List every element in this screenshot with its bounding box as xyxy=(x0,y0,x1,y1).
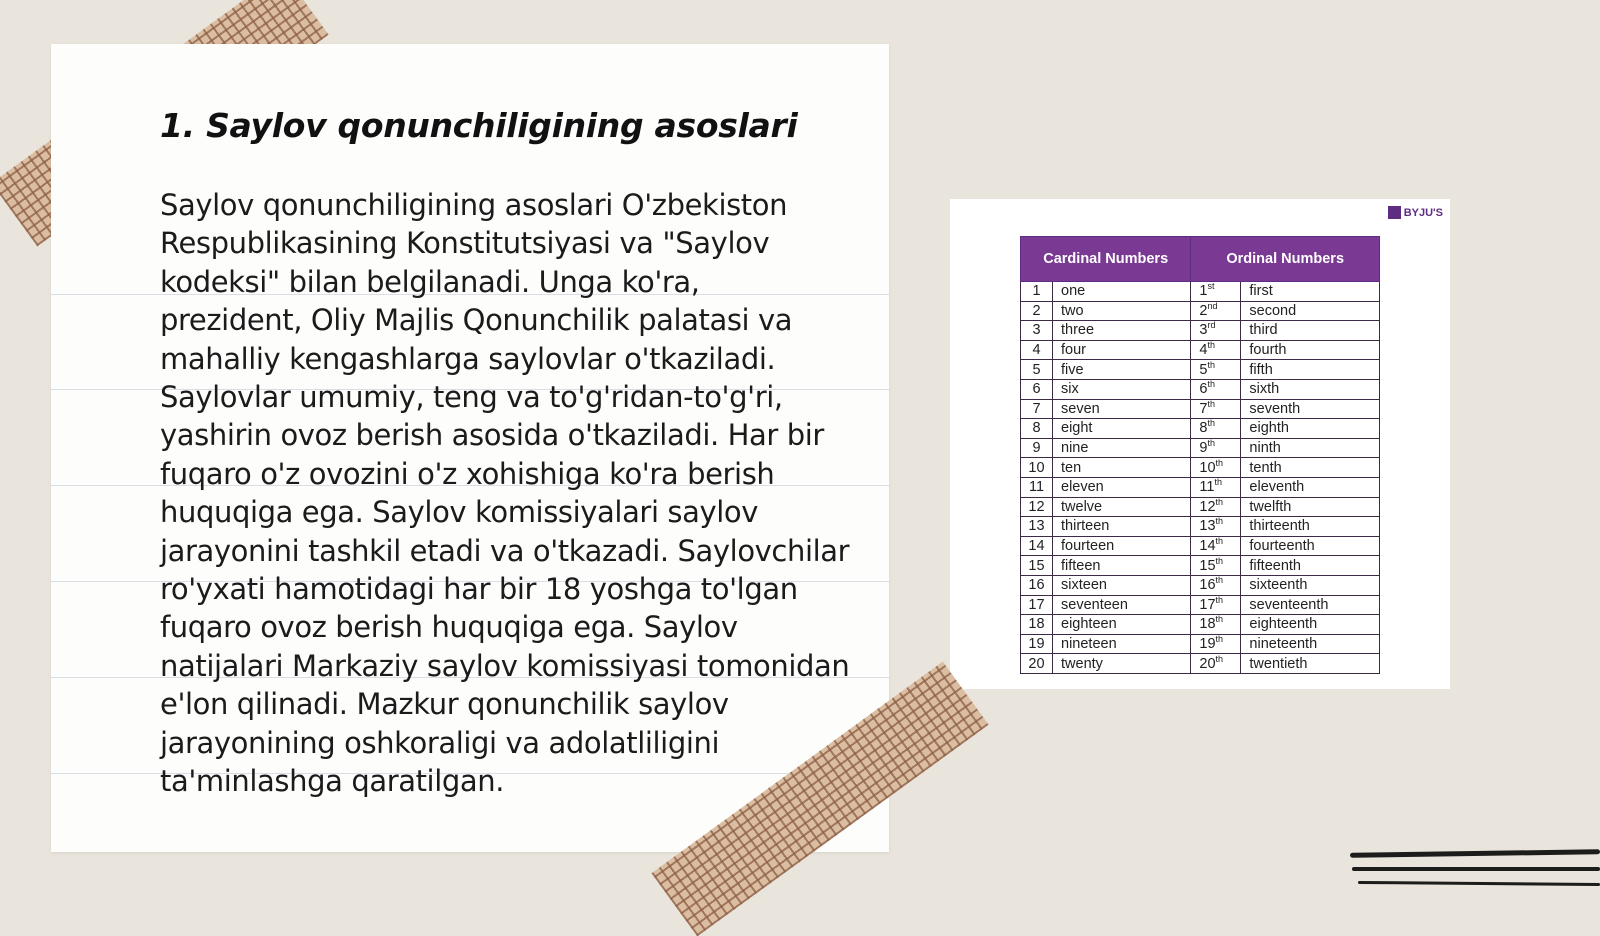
table-row xyxy=(1021,301,1380,321)
table-row xyxy=(1021,360,1380,380)
ordinal-abbrev: 19th xyxy=(1191,634,1241,654)
cardinal-word: three xyxy=(1053,321,1191,341)
table-row xyxy=(1021,438,1380,458)
brush-stroke xyxy=(1358,881,1600,886)
ordinal-word: second xyxy=(1241,301,1380,321)
ordinal-word: fifth xyxy=(1241,360,1380,380)
ordinal-abbrev: 12th xyxy=(1191,497,1241,517)
cardinal-word: fourteen xyxy=(1053,536,1191,556)
table-row xyxy=(1021,517,1380,537)
row-number: 19 xyxy=(1021,634,1053,654)
cardinal-word: seventeen xyxy=(1053,595,1191,615)
ordinal-word: third xyxy=(1241,321,1380,341)
ordinal-abbrev: 6th xyxy=(1191,379,1241,399)
table-row xyxy=(1021,556,1380,576)
cardinal-word: six xyxy=(1053,379,1191,399)
table-row xyxy=(1021,419,1380,439)
table-header-row xyxy=(1021,237,1380,282)
ordinal-word: sixth xyxy=(1241,379,1380,399)
table-row xyxy=(1021,615,1380,635)
row-number: 15 xyxy=(1021,556,1053,576)
table-row xyxy=(1021,399,1380,419)
row-number: 9 xyxy=(1021,438,1053,458)
row-number: 11 xyxy=(1021,477,1053,497)
cardinal-word: eleven xyxy=(1053,477,1191,497)
ordinal-word: tenth xyxy=(1241,458,1380,478)
cardinal-word: nineteen xyxy=(1053,634,1191,654)
ordinal-abbrev: 15th xyxy=(1191,556,1241,576)
ordinal-word: eighth xyxy=(1241,419,1380,439)
ordinal-abbrev: 14th xyxy=(1191,536,1241,556)
ordinal-word: twelfth xyxy=(1241,497,1380,517)
ordinal-abbrev: 11th xyxy=(1191,477,1241,497)
cardinal-word: five xyxy=(1053,360,1191,380)
cardinal-word: sixteen xyxy=(1053,575,1191,595)
ordinal-word: fourth xyxy=(1241,340,1380,360)
cardinal-word: one xyxy=(1053,282,1191,302)
row-number: 4 xyxy=(1021,340,1053,360)
row-number: 8 xyxy=(1021,419,1053,439)
table-row xyxy=(1021,497,1380,517)
row-number: 14 xyxy=(1021,536,1053,556)
row-number: 20 xyxy=(1021,654,1053,674)
ordinal-word: ninth xyxy=(1241,438,1380,458)
cardinal-word: seven xyxy=(1053,399,1191,419)
ordinal-word: fourteenth xyxy=(1241,536,1380,556)
ordinal-abbrev: 2nd xyxy=(1191,301,1241,321)
ordinal-abbrev: 10th xyxy=(1191,458,1241,478)
cardinal-word: four xyxy=(1053,340,1191,360)
ordinal-word: seventh xyxy=(1241,399,1380,419)
header-ordinal: Ordinal Numbers xyxy=(1191,237,1380,282)
ordinal-abbrev: 4th xyxy=(1191,340,1241,360)
ordinal-abbrev: 18th xyxy=(1191,615,1241,635)
row-number: 6 xyxy=(1021,379,1053,399)
ordinal-abbrev: 8th xyxy=(1191,419,1241,439)
cardinal-word: ten xyxy=(1053,458,1191,478)
cardinal-word: nine xyxy=(1053,438,1191,458)
row-number: 3 xyxy=(1021,321,1053,341)
slide-paragraph: Saylov qonunchiligining asoslari O'zbekiston Respublikasining Konstitutsiyasi va "Saylov kodeksi" bilan belgilanadi. Unga ko'ra, prezident, Oliy Majlis Qonunchilik palatasi va mahalliy kengashlarga saylovlar o'tkaziladi. Saylovlar umumiy, teng va to'g'ridan-to'g'ri, yashirin ovoz berish asosida o'tkaziladi. Har bir fuqaro o'z ovozini o'z xohishiga ko'ra berish huquqiga ega. Saylov komissiyalari saylov jarayonini tashkil etadi va o'tkazadi. Saylovchilar ro'yxati hamotidagi har bir 18 yoshga to'lgan fuqaro ovoz berish huquqiga ega. Saylov natijalari Markaziy saylov komissiyasi tomonidan e'lon qilinadi. Mazkur qonunchilik saylov jarayonining oshkoraligi va adolatliligini ta'minlashga qaratilgan. xyxy=(160,188,850,799)
ordinal-word: first xyxy=(1241,282,1380,302)
ordinal-word: eleventh xyxy=(1241,477,1380,497)
table-row xyxy=(1021,477,1380,497)
ordinal-word: seventeenth xyxy=(1241,595,1380,615)
table-row xyxy=(1021,379,1380,399)
ordinal-abbrev: 16th xyxy=(1191,575,1241,595)
cardinal-word: thirteen xyxy=(1053,517,1191,537)
table-row xyxy=(1021,634,1380,654)
byjus-logo xyxy=(1388,206,1443,219)
table-image-card xyxy=(950,199,1450,689)
row-number: 13 xyxy=(1021,517,1053,537)
cardinal-word: twelve xyxy=(1053,497,1191,517)
byjus-logo-icon xyxy=(1388,206,1401,219)
row-number: 18 xyxy=(1021,615,1053,635)
brush-stroke xyxy=(1350,849,1600,857)
cardinal-word: eighteen xyxy=(1053,615,1191,635)
table-body xyxy=(1021,282,1380,674)
ordinal-abbrev: 13th xyxy=(1191,517,1241,537)
row-number: 12 xyxy=(1021,497,1053,517)
ordinal-word: thirteenth xyxy=(1241,517,1380,537)
ordinal-abbrev: 20th xyxy=(1191,654,1241,674)
table-row xyxy=(1021,536,1380,556)
table-row xyxy=(1021,654,1380,674)
logo-text: BYJU'S xyxy=(1403,206,1443,219)
ordinal-abbrev: 5th xyxy=(1191,360,1241,380)
row-number: 17 xyxy=(1021,595,1053,615)
ordinal-word: sixteenth xyxy=(1241,575,1380,595)
row-number: 2 xyxy=(1021,301,1053,321)
row-number: 16 xyxy=(1021,575,1053,595)
cardinal-word: twenty xyxy=(1053,654,1191,674)
row-number: 10 xyxy=(1021,458,1053,478)
row-number: 1 xyxy=(1021,282,1053,302)
table-row xyxy=(1021,458,1380,478)
cardinal-word: two xyxy=(1053,301,1191,321)
brush-stroke xyxy=(1352,867,1600,871)
table-row xyxy=(1021,595,1380,615)
table-row xyxy=(1021,282,1380,302)
ordinal-word: nineteenth xyxy=(1241,634,1380,654)
header-cardinal: Cardinal Numbers xyxy=(1021,237,1191,282)
paper-note xyxy=(51,44,889,852)
ordinal-word: eighteenth xyxy=(1241,615,1380,635)
ordinal-abbrev: 17th xyxy=(1191,595,1241,615)
table-row xyxy=(1021,340,1380,360)
row-number: 7 xyxy=(1021,399,1053,419)
ordinal-word: fifteenth xyxy=(1241,556,1380,576)
slide-title: 1. Saylov qonunchiligining asoslari xyxy=(160,106,798,145)
cardinal-word: fifteen xyxy=(1053,556,1191,576)
cardinal-word: eight xyxy=(1053,419,1191,439)
ordinal-abbrev: 1st xyxy=(1191,282,1241,302)
table-row xyxy=(1021,575,1380,595)
ordinal-word: twentieth xyxy=(1241,654,1380,674)
ordinal-abbrev: 7th xyxy=(1191,399,1241,419)
ordinal-abbrev: 3rd xyxy=(1191,321,1241,341)
numbers-table xyxy=(1020,236,1380,674)
row-number: 5 xyxy=(1021,360,1053,380)
table-row xyxy=(1021,321,1380,341)
ordinal-abbrev: 9th xyxy=(1191,438,1241,458)
